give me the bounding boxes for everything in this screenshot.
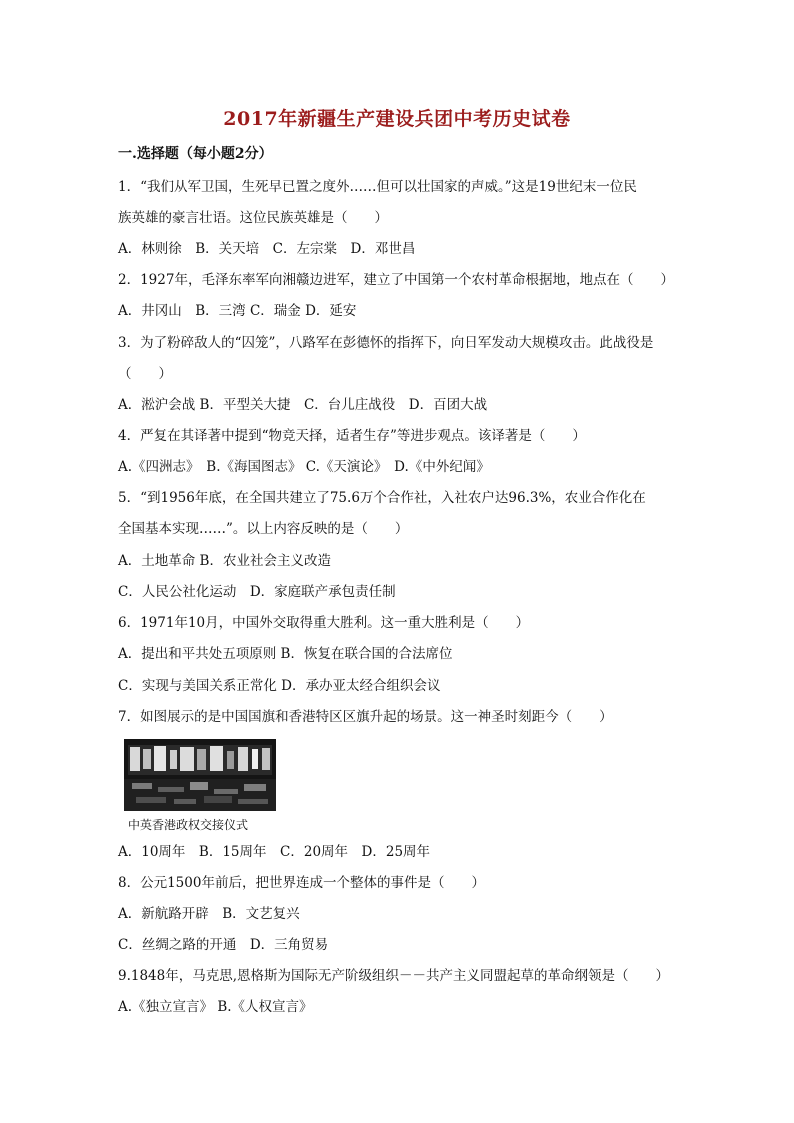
question-9-options-ab: A.《独立宣言》 B.《人权宣言》 [118, 999, 313, 1015]
question-9-line-1: 9.1848年，马克思,恩格斯为国际无产阶级组织－－共产主义同盟起草的革命纲领是（ ） [118, 968, 670, 984]
question-5-line-1: 5．“到1956年底，在全国共建立了75.6万个合作社，入社农户达96.3%，农业合作化在 [118, 490, 646, 506]
question-1-line-1: 1．“我们从军卫国，生死早已置之度外……但可以壮国家的声威。”这是19世纪末一位民 [118, 179, 637, 195]
question-5-options-ab: A．土地革命 B．农业社会主义改造 [118, 553, 331, 569]
question-7-options: A．10周年 B．15周年 C．20周年 D．25周年 [118, 844, 431, 860]
ceremony-photo [124, 739, 276, 811]
question-1-options: A．林则徐 B．关天培 C．左宗棠 D．邓世昌 [118, 241, 416, 257]
question-4-line-1: 4．严复在其译著中提到“物竞天择，适者生存”等进步观点。该译著是（ ） [118, 428, 586, 444]
page-title: 2017年新疆生产建设兵团中考历史试卷 [223, 108, 571, 130]
question-4-options: A.《四洲志》 B.《海国图志》 C.《天演论》 D.《中外纪闻》 [118, 459, 490, 475]
photo-icon [124, 739, 276, 811]
question-8-line-1: 8．公元1500年前后，把世界连成一个整体的事件是（ ） [118, 875, 485, 891]
question-3-line-1: 3．为了粉碎敌人的“囚笼”，八路军在彭德怀的指挥下，向日军发动大规模攻击。此战役是 [118, 335, 654, 351]
question-2-line-1: 2．1927年，毛泽东率军向湘赣边进军，建立了中国第一个农村革命根据地，地点在（ ） [118, 272, 674, 288]
section-heading: 一.选择题（每小题2分） [118, 146, 273, 162]
question-2-options: A．井冈山 B．三湾 C．瑞金 D．延安 [118, 303, 357, 319]
question-6-options-cd: C．实现与美国关系正常化 D．承办亚太经合组织会议 [118, 678, 441, 694]
question-8-options-ab: A．新航路开辟 B．文艺复兴 [118, 906, 300, 922]
question-1-line-2: 族英雄的豪言壮语。这位民族英雄是（ ） [118, 210, 388, 226]
question-8-options-cd: C．丝绸之路的开通 D．三角贸易 [118, 937, 329, 953]
question-6-options-ab: A．提出和平共处五项原则 B．恢复在联合国的合法席位 [118, 646, 453, 662]
question-7-line-1: 7．如图展示的是中国国旗和香港特区区旗升起的场景。这一神圣时刻距今（ ） [118, 709, 613, 725]
question-3-line-2: （ ） [118, 366, 172, 382]
question-3-options: A．淞沪会战 B．平型关大捷 C．台儿庄战役 D．百团大战 [118, 397, 488, 413]
figure-caption: 中英香港政权交接仪式 [128, 818, 249, 832]
question-5-options-cd: C．人民公社化运动 D．家庭联产承包责任制 [118, 584, 396, 600]
question-6-line-1: 6．1971年10月，中国外交取得重大胜利。这一重大胜利是（ ） [118, 615, 530, 631]
question-5-line-2: 全国基本实现……”。以上内容反映的是（ ） [118, 521, 409, 537]
